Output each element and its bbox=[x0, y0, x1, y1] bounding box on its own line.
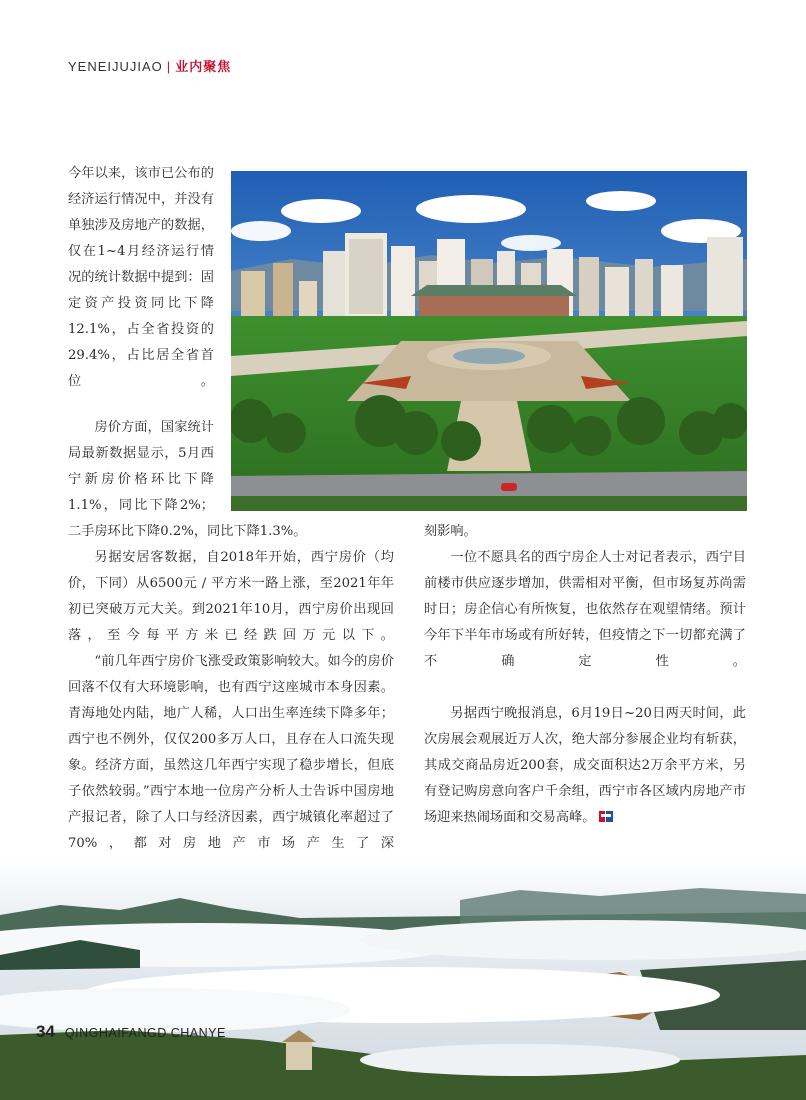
paragraph-anjuke: 另据安居客数据，自2018年开始，西宁房价（均价，下同）从6500元 / 平方米一路上涨，至2021年年初已突破万元大关。到2021年10月，西宁房价出现回落，至今每平方米已经跌回万元以下。 bbox=[68, 550, 394, 643]
paragraph-developer-comment: 一位不愿具名的西宁房企人士对记者表示，西宁目前楼市供应逐步增加，供需相对平衡，但市场复苏尚需时日；房企信心有所恢复，也依然存在观望情绪。预计今年下半年市场或有所好转，但疫情之下一切都充满了不确定性。 bbox=[424, 550, 746, 669]
end-mark-logo-icon bbox=[599, 810, 614, 823]
header-separator: | bbox=[166, 59, 172, 74]
paragraph-analyst-quote: “前几年西宁房价飞涨受政策影响较大。如今的房价回落不仅有大环境影响，也有西宁这座城市本身因素。青海地处内陆，地广人稀，人口出生率连续下降多年；西宁也不例外，仅仅200多万人口，且存在人口流失现象。经济方面，虽然这几年西宁实现了稳步增长，但底子依然较弱。”西宁本地一位房产分析人士告诉中国房地产报记者，除了人口与经济因素，西宁城镇化率超过了70%，都对房地产市场产生了深 bbox=[68, 654, 394, 851]
paragraph-expo-text: 另据西宁晚报消息，6月19日~20日两天时间，此次房展会观展近万人次，绝大部分参展企业均有斩获，其成交商品房近200套，成交面积达2万余平方米，另有登记购房意向客户千余组，西宁市各区域内房地产市场迎来热闹场面和交易高峰。 bbox=[424, 706, 746, 825]
city-square-illustration bbox=[231, 171, 747, 511]
paragraph-economy: 今年以来，该市已公布的经济运行情况中，并没有单独涉及房地产的数据，仅在1~4月经济运行情况的统计数据中提到：固定资产投资同比下降12.1%，占全省投资的29.4%，占比居全省首位。 bbox=[68, 166, 214, 389]
page-header bbox=[68, 56, 231, 75]
publication-name: QINGHAIFANGD CHANYE bbox=[64, 1026, 226, 1040]
paragraph-expo bbox=[424, 701, 746, 831]
city-square-photo bbox=[231, 171, 747, 511]
paragraph-prices-end: 二手房环比下降0.2%，同比下降1.3%。 bbox=[68, 524, 307, 539]
page-footer bbox=[36, 1022, 226, 1042]
paragraph-prices-start: 房价方面，国家统计局最新数据显示，5月西宁新房价格环比下降1.1%，同比下降2%； bbox=[68, 420, 214, 513]
cloud-landscape-illustration bbox=[0, 860, 806, 1100]
paragraph-impact-end: 刻影响。 bbox=[424, 524, 477, 539]
section-name: 业内聚焦 bbox=[175, 60, 232, 75]
series-name: YENEIJUJIAO bbox=[68, 59, 163, 74]
page-number: 34 bbox=[36, 1022, 55, 1041]
